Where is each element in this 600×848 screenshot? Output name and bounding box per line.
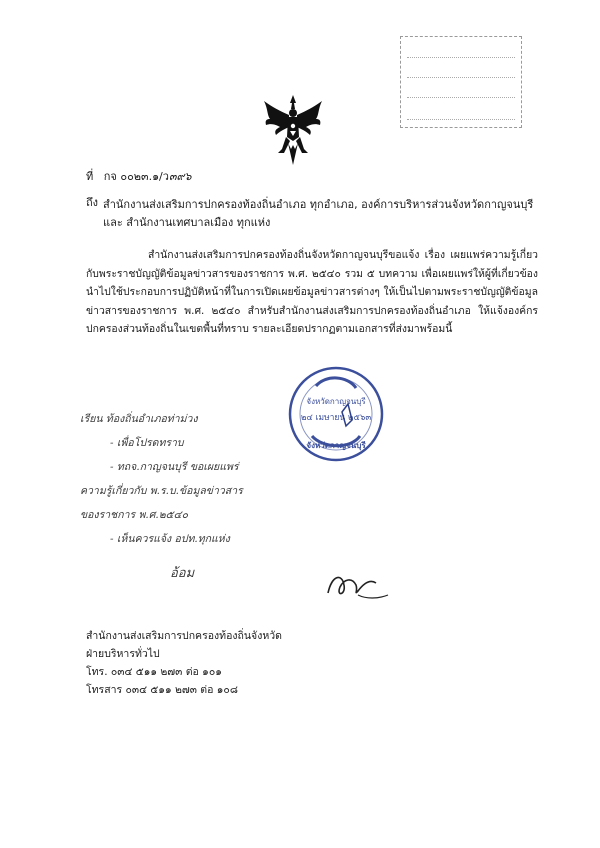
reference-line	[86, 170, 192, 184]
seal-text-bottom: จังหวัดกาญจนบุรี	[306, 441, 366, 450]
note-signature: อ้อม	[170, 566, 195, 581]
ref-number: กจ ๐๐๒๓.๑/ว	[103, 170, 169, 183]
note-line: - เห็นควรแจ้ง อปท.ทุกแห่ง	[110, 533, 230, 545]
note-line: เรียน ท้องถิ่นอำเภอท่าม่วง	[80, 413, 198, 425]
footer-contact	[86, 627, 282, 699]
note-line: ของราชการ พ.ศ.๒๕๔๐	[80, 509, 188, 521]
footer-division: ฝ่ายบริหารทั่วไป	[86, 648, 160, 660]
note-line: - เพื่อโปรดทราบ	[110, 437, 184, 449]
received-stamp	[400, 36, 522, 128]
note-line: - ทถจ.กาญจนบุรี ขอเผยแพร่	[110, 461, 239, 473]
garuda-emblem-icon	[262, 93, 324, 168]
official-signature	[318, 565, 408, 605]
footer-phone: โทร. ๐๓๔ ๕๑๑ ๒๗๓ ต่อ ๑๐๑	[86, 666, 222, 678]
to-label: ถึง	[86, 196, 99, 209]
letter-body: สำนักงานส่งเสริมการปกครองท้องถิ่นจังหวัดกาญจนบุรีขอแจ้ง เรื่อง เผยแพร่ความรู้เกี่ยวกับพระราชบัญญัติข้อมูลข่าวสารของราชการ พ.ศ. ๒๕๔๐ รวม ๕ บทความ เพื่อเผยแพร่ให้ผู้ที่เกี่ยวข้องนำไปใช้ประกอบการปฏิบัติหน้าที่ในการเปิดเผยข้อมูลข่าวสารต่างๆ ให้เป็นไปตามพระราชบัญญัติข้อมูลข่าวสารของราชการ พ.ศ. ๒๕๔๐ สำหรับสำนักงานส่งเสริมการปกครองท้องถิ่นอำเภอ ให้แจ้งองค์กรปกครองส่วนท้องถิ่นในเขตพื้นที่ทราบ รายละเอียดปรากฏตามเอกสารที่ส่งมาพร้อมนี้	[86, 249, 538, 335]
seal-date: ๒๔ เมษายน ๒๕๖๓	[300, 413, 372, 423]
footer-fax: โทรสาร ๐๓๔ ๕๑๑ ๒๗๓ ต่อ ๑๐๘	[86, 684, 238, 696]
to-recipients: สำนักงานส่งเสริมการปกครองท้องถิ่นอำเภอ ทุกอำเภอ, องค์การบริหารส่วนจังหวัดกาญจนบุรีและ สำนักงานเทศบาลเมือง ทุกแห่ง	[103, 198, 534, 229]
footer-office: สำนักงานส่งเสริมการปกครองท้องถิ่นจังหวัด	[86, 630, 282, 642]
ref-label: ที่	[86, 170, 94, 183]
seal-text-top: จังหวัดกาญจนบุรี	[306, 397, 366, 406]
note-line: ความรู้เกี่ยวกับ พ.ร.บ.ข้อมูลข่าวสาร	[80, 485, 243, 497]
ref-handwritten-number: ๓๙๖	[168, 170, 192, 183]
official-seal	[286, 364, 386, 464]
